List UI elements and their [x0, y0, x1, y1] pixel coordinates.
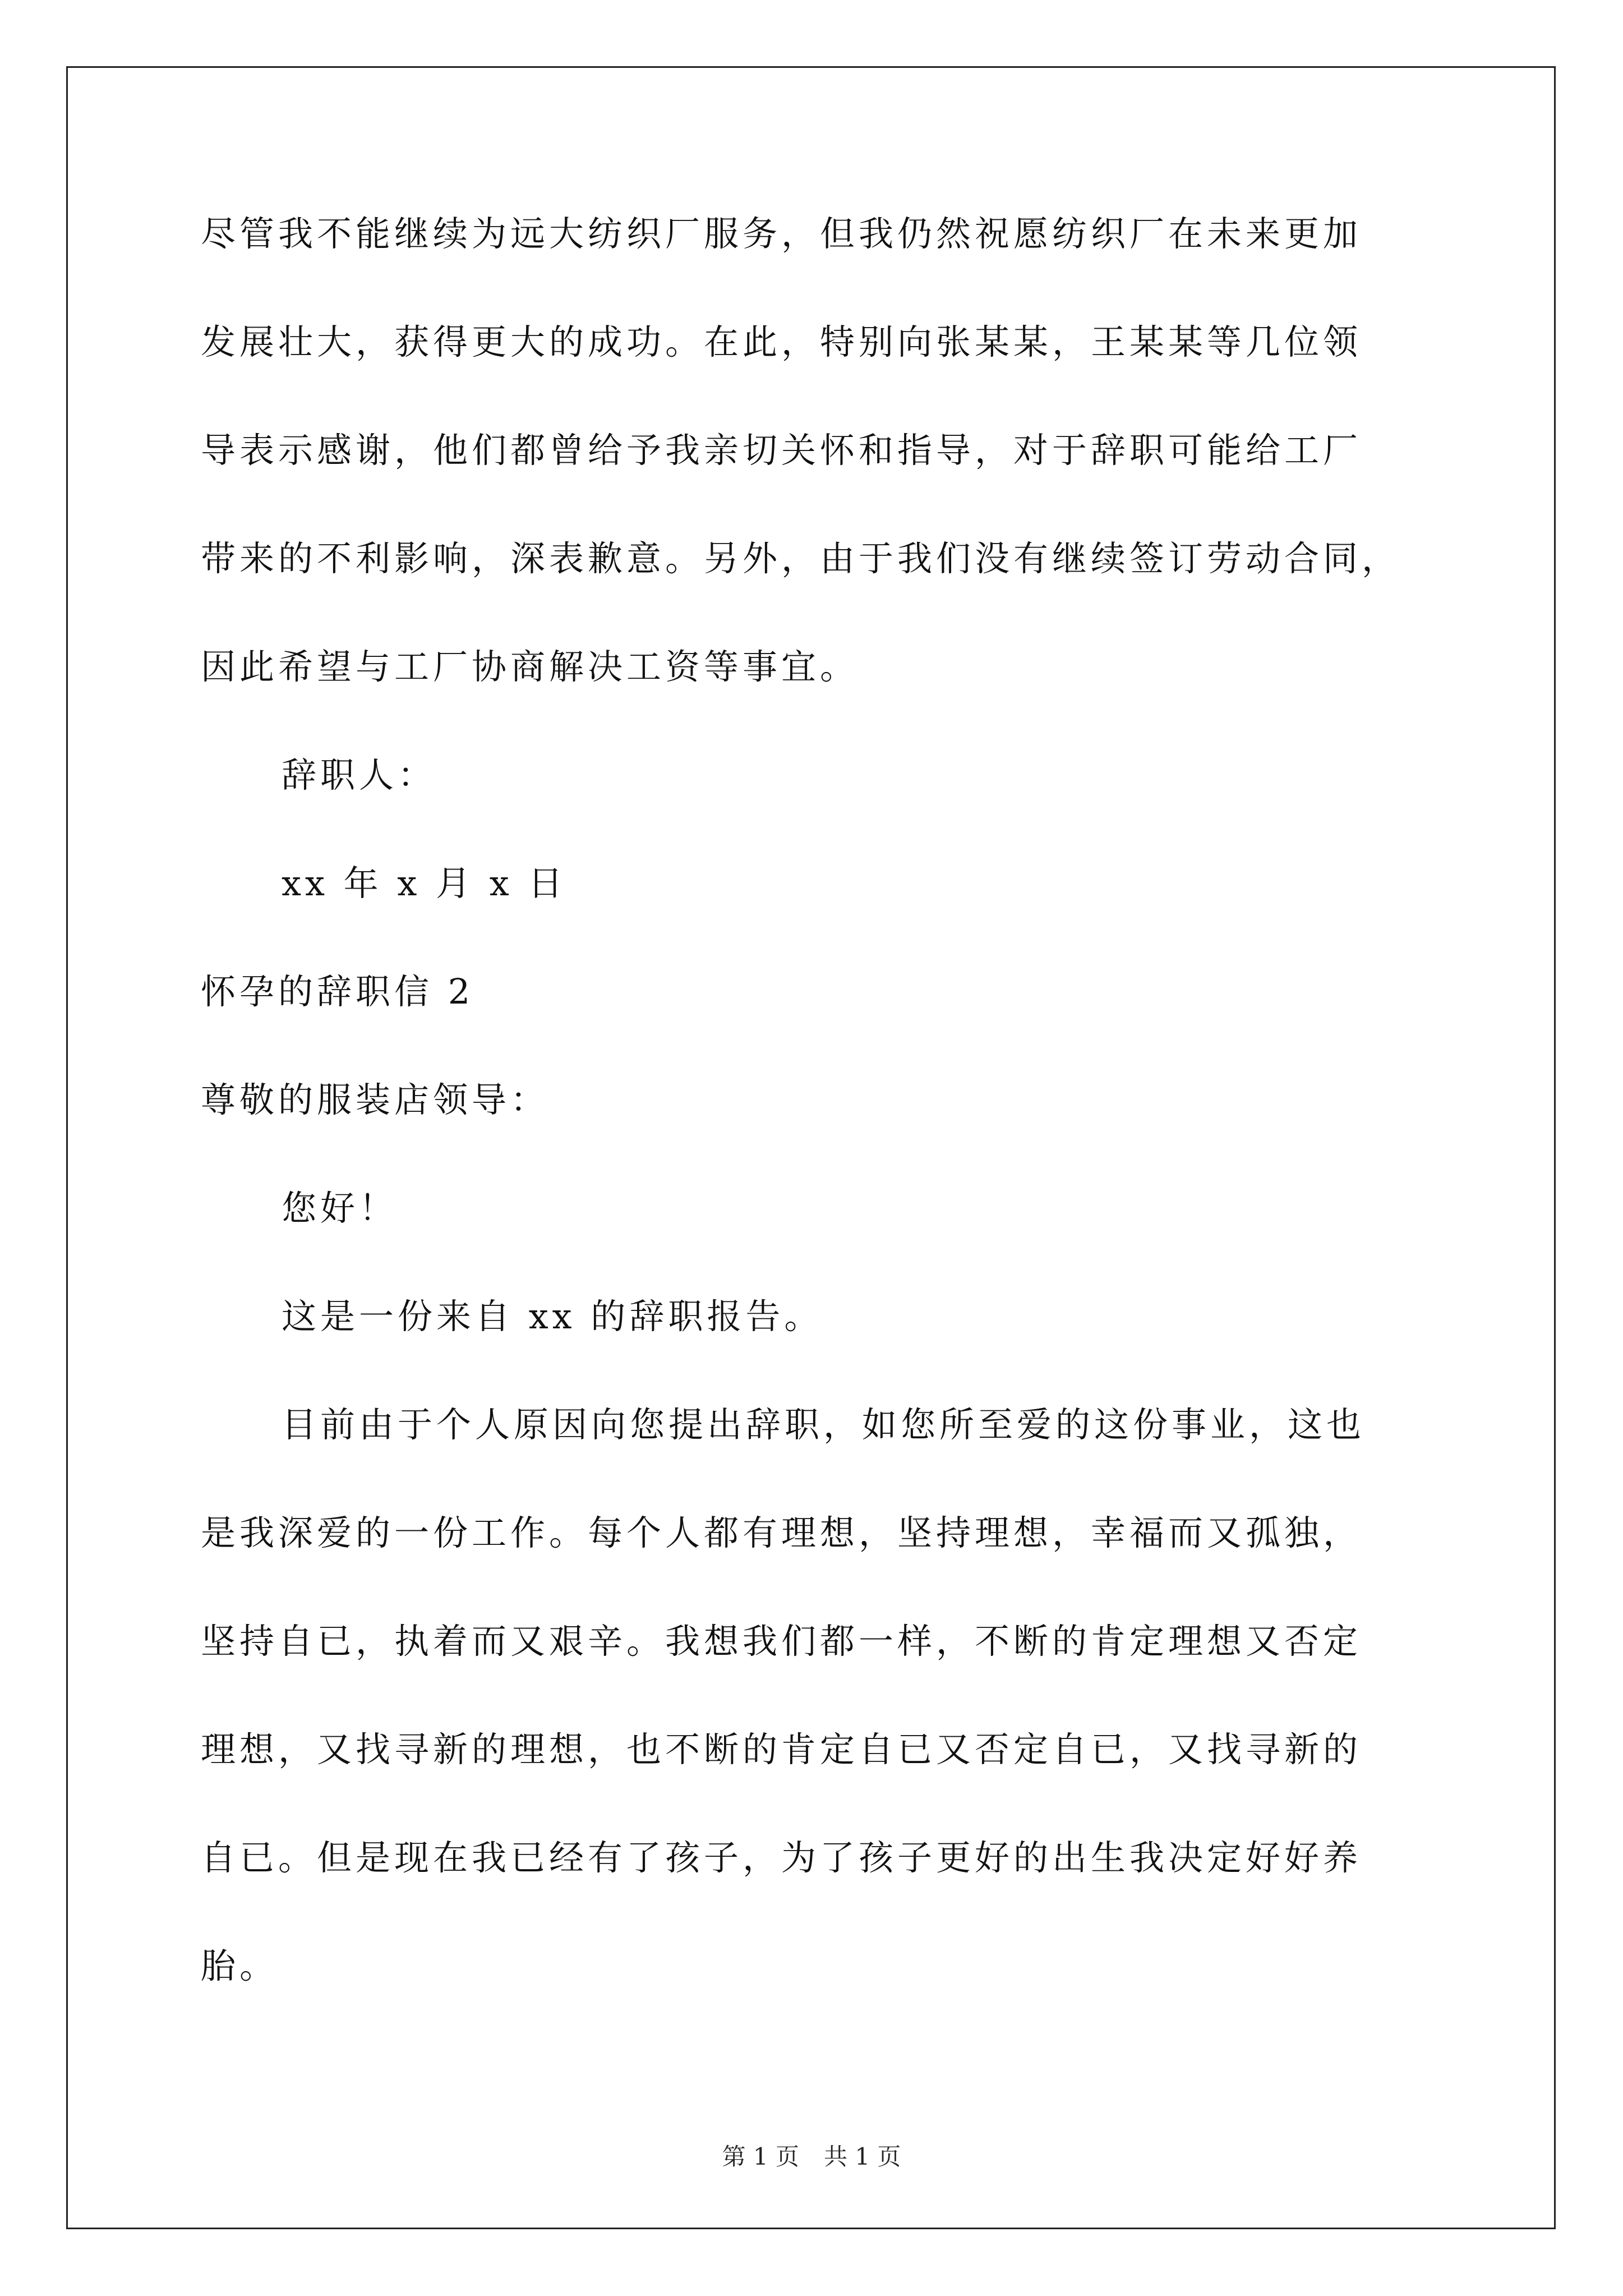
paragraph-line: 是我深爱的一份工作。每个人都有理想，坚持理想，幸福而又孤独，: [201, 1512, 1362, 1553]
page-total: 共 1 页: [824, 2143, 901, 2170]
paragraph-line: 目前由于个人原因向您提出辞职，如您所至爱的这份事业，这也: [282, 1404, 1366, 1445]
paragraph-line: 坚持自已，执着而又艰辛。我想我们都一样，不断的肯定理想又否定: [201, 1621, 1362, 1662]
paragraph-line: 导表示感谢，他们都曾给予我亲切关怀和指导，对于辞职可能给工厂: [201, 430, 1362, 471]
paragraph-line: 理想，又找寻新的理想，也不断的肯定自已又否定自已，又找寻新的: [201, 1729, 1362, 1770]
document-body: [201, 213, 1435, 2054]
signature-label: 辞职人：: [282, 754, 437, 795]
page-footer: [0, 2143, 1623, 2171]
paragraph-line: 带来的不利影响，深表歉意。另外，由于我们没有继续签订劳动合同，: [201, 538, 1401, 579]
greeting: 您好！: [282, 1188, 398, 1228]
signature-date: xx 年 x 月 x 日: [282, 863, 567, 904]
paragraph-line: 这是一份来自 xx 的辞职报告。: [282, 1296, 823, 1337]
salutation: 尊敬的服装店领导：: [201, 1079, 550, 1120]
paragraph-line: 尽管我不能继续为远大纺织厂服务，但我仍然祝愿纺织厂在未来更加: [201, 213, 1362, 254]
paragraph-line: 因此希望与工厂协商解决工资等事宜。: [201, 646, 859, 687]
paragraph-line: 发展壮大，获得更大的成功。在此，特别向张某某，王某某等几位领: [201, 321, 1362, 362]
paragraph-line: 自已。但是现在我已经有了孩子，为了孩子更好的出生我决定好好养: [201, 1837, 1362, 1878]
section-title: 怀孕的辞职信 2: [201, 971, 474, 1012]
page-number: 第 1 页: [722, 2143, 799, 2170]
paragraph-line: 胎。: [201, 1945, 279, 1986]
